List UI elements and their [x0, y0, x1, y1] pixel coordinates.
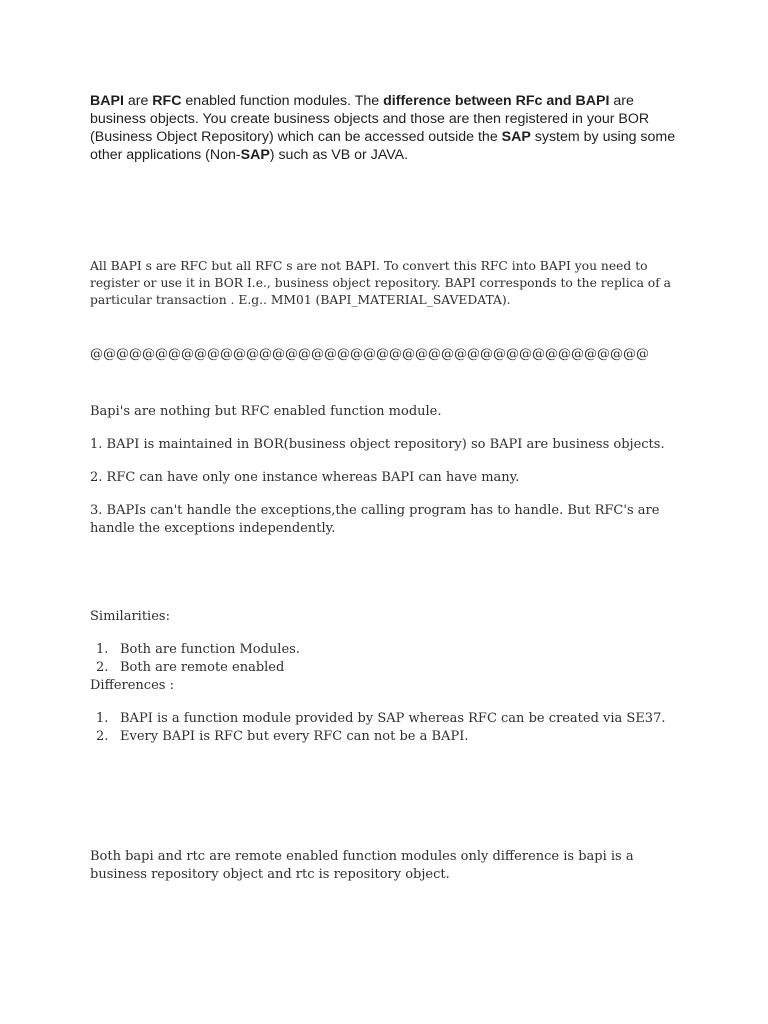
list-item	[90, 659, 680, 677]
list-text: Both are remote enabled	[120, 660, 285, 675]
differences-list	[90, 710, 680, 746]
bapi-definition: Bapi's are nothing but RFC enabled function module.	[90, 404, 442, 419]
list-number: 1.	[96, 711, 109, 726]
point-2: 2. RFC can have only one instance whereas BAPI can have many.	[90, 470, 520, 485]
list-text: Every BAPI is RFC but every RFC can not be a BAPI.	[120, 729, 469, 744]
closing-paragraph: Both bapi and rtc are remote enabled function modules only difference is bapi is a business repository object and rtc is repository object.	[90, 849, 634, 882]
list-number: 2.	[96, 660, 109, 675]
term-sap: SAP	[501, 129, 531, 145]
bapi-rfc-paragraph: All BAPI s are RFC but all RFC s are not BAPI. To convert this RFC into BAPI you need to register or use it in BOR I.e., business object repository. BAPI corresponds to the replica of a particular transaction . E.g.. MM01 (BAPI_MATERIAL_SAVEDATA).	[90, 259, 671, 307]
intro-text: are	[123, 93, 153, 109]
list-item	[90, 710, 680, 728]
point-1: 1. BAPI is maintained in BOR(business object repository) so BAPI are business objects.	[90, 437, 665, 452]
term-sap: SAP	[240, 147, 270, 163]
separator-line: @@@@@@@@@@@@@@@@@@@@@@@@@@@@@@@@@@@@@@@@@@@	[90, 347, 649, 362]
intro-text: ) such as VB or JAVA.	[269, 147, 409, 163]
term-rfc: RFC	[152, 93, 182, 109]
intro-text: are business objects. You create business objects and those are then registered in your BOR (Business Object Repository) which can be accessed outside the	[90, 93, 650, 145]
list-number: 2.	[96, 729, 109, 744]
list-text: Both are function Modules.	[120, 642, 300, 657]
term-bapi: BAPI	[90, 93, 124, 109]
list-text: BAPI is a function module provided by SAP whereas RFC can be created via SE37.	[120, 711, 666, 726]
intro-text: system by using some other applications (Non-	[90, 129, 676, 163]
similarities-heading: Similarities:	[90, 609, 170, 624]
term-difference: difference between RFc and BAPI	[383, 93, 610, 109]
point-3: 3. BAPIs can't handle the exceptions,the calling program has to handle. But RFC's are handle the exceptions independently.	[90, 503, 660, 536]
intro-text: enabled function modules. The	[181, 93, 384, 109]
similarities-list	[90, 641, 680, 677]
intro-paragraph	[90, 92, 680, 164]
differences-heading: Differences :	[90, 678, 174, 693]
list-item	[90, 641, 680, 659]
list-number: 1.	[96, 642, 109, 657]
list-item	[90, 728, 680, 746]
